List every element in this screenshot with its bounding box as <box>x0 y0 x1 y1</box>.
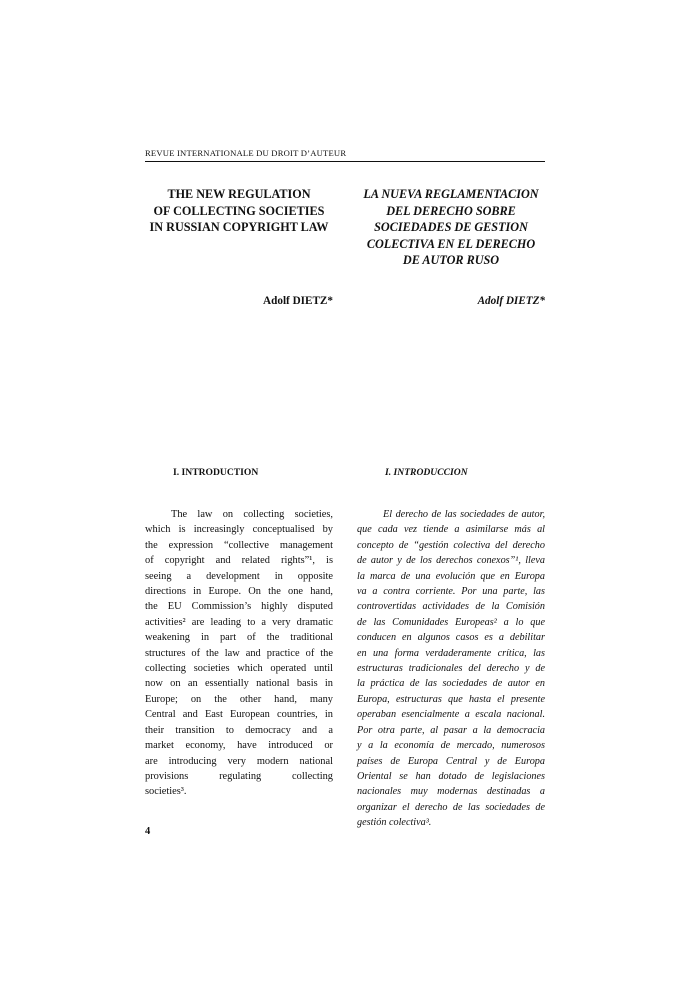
body-line: Europe; on the other hand, many <box>145 693 333 705</box>
body-line: gestión colectiva³. <box>357 817 432 829</box>
body-line: which is increasingly conceptualised by <box>145 524 333 536</box>
title-line: DE AUTOR RUSO <box>402 253 500 267</box>
body-line: collecting societies which operated until <box>145 663 333 675</box>
body-line: the expression “collective management <box>145 539 333 551</box>
body-line: que cada vez tiende a asimilarse más al <box>357 524 545 536</box>
author-spanish: Adolf DIETZ* <box>477 295 545 307</box>
body-line: societies³. <box>145 786 187 798</box>
body-line: The law on collecting societies, <box>171 509 333 520</box>
body-line: market economy, have introduced or <box>145 740 333 752</box>
section-heading-english: I. INTRODUCTION <box>173 467 259 478</box>
title-line: DEL DERECHO SOBRE <box>386 203 516 218</box>
body-line: conducen en algunos casos es a debilitar <box>357 632 545 644</box>
title-line: COLECTIVA EN EL DERECHO <box>366 236 536 251</box>
body-line: organizar el derecho de las sociedades de <box>357 801 545 813</box>
body-line: Central and East European countries, in <box>145 709 333 721</box>
body-line: the EU Commission’s highly disputed <box>145 601 333 613</box>
body-line: concepto de “gestión colectiva del derecho <box>357 539 545 551</box>
title-line: THE NEW REGULATION <box>167 187 311 201</box>
body-line: are introducing very modern national <box>145 755 333 767</box>
title-line: IN RUSSIAN COPYRIGHT LAW <box>149 220 329 234</box>
running-head: REVUE INTERNATIONALE DU DROIT D’AUTEUR <box>145 148 545 162</box>
body-line: activities² are leading to a very dramatic <box>145 616 333 628</box>
body-line: Por otra parte, al pasar a la democracia <box>357 724 545 736</box>
title-line: OF COLLECTING SOCIETIES <box>153 203 325 218</box>
body-line: la práctica de las sociedades de autor en <box>357 678 545 690</box>
body-line: de las Comunidades Europeas² a lo que <box>357 616 545 628</box>
body-line: Oriental se han dotado de legislaciones <box>357 770 545 782</box>
body-text-spanish <box>357 507 545 831</box>
body-line: nacionales muy modernas destinadas a <box>357 786 545 798</box>
body-line: provisions regulating collecting <box>145 770 333 782</box>
body-line: la marca de una evolución que en Europa <box>357 570 545 582</box>
body-line: y a la economía de mercado, numerosos <box>357 740 545 752</box>
title-line: SOCIEDADES DE GESTION <box>374 220 528 234</box>
body-line: de autor y de los derechos conexos”¹, lleva <box>357 555 545 567</box>
body-line: países de Europa Central y de Europa <box>357 755 545 767</box>
section-heading-spanish: I. INTRODUCCION <box>385 467 468 478</box>
body-line: estructuras tradicionales del derecho y de <box>357 663 545 675</box>
body-line: directions in Europe. On the one hand, <box>145 586 333 598</box>
body-line: now on an essentially national basis in <box>145 678 333 690</box>
page-number: 4 <box>145 826 151 837</box>
body-line: controvertidas actividades de la Comisión <box>357 601 545 613</box>
body-line: operaban esencialmente a escala nacional. <box>357 709 545 721</box>
body-line: of copyright and related rights”¹, is <box>145 555 333 567</box>
title-spanish <box>357 186 545 269</box>
body-text-english <box>145 507 333 800</box>
body-line: El derecho de las sociedades de autor, <box>383 509 545 520</box>
body-line: weakening in part of the traditional <box>145 632 333 644</box>
title-line: LA NUEVA REGLAMENTACION <box>363 187 539 201</box>
body-line: va a contra corriente. Por una parte, las <box>357 586 545 598</box>
title-english <box>145 186 333 236</box>
body-line: structures of the law and practice of the <box>145 647 333 659</box>
body-line: en una forma verdaderamente crítica, las <box>357 647 545 659</box>
body-line: their transition to democracy and a <box>145 724 333 736</box>
author-english: Adolf DIETZ* <box>263 295 333 307</box>
body-line: Europa, estructuras que hasta el presente <box>357 693 545 705</box>
body-line: seeing a development in opposite <box>145 570 333 582</box>
